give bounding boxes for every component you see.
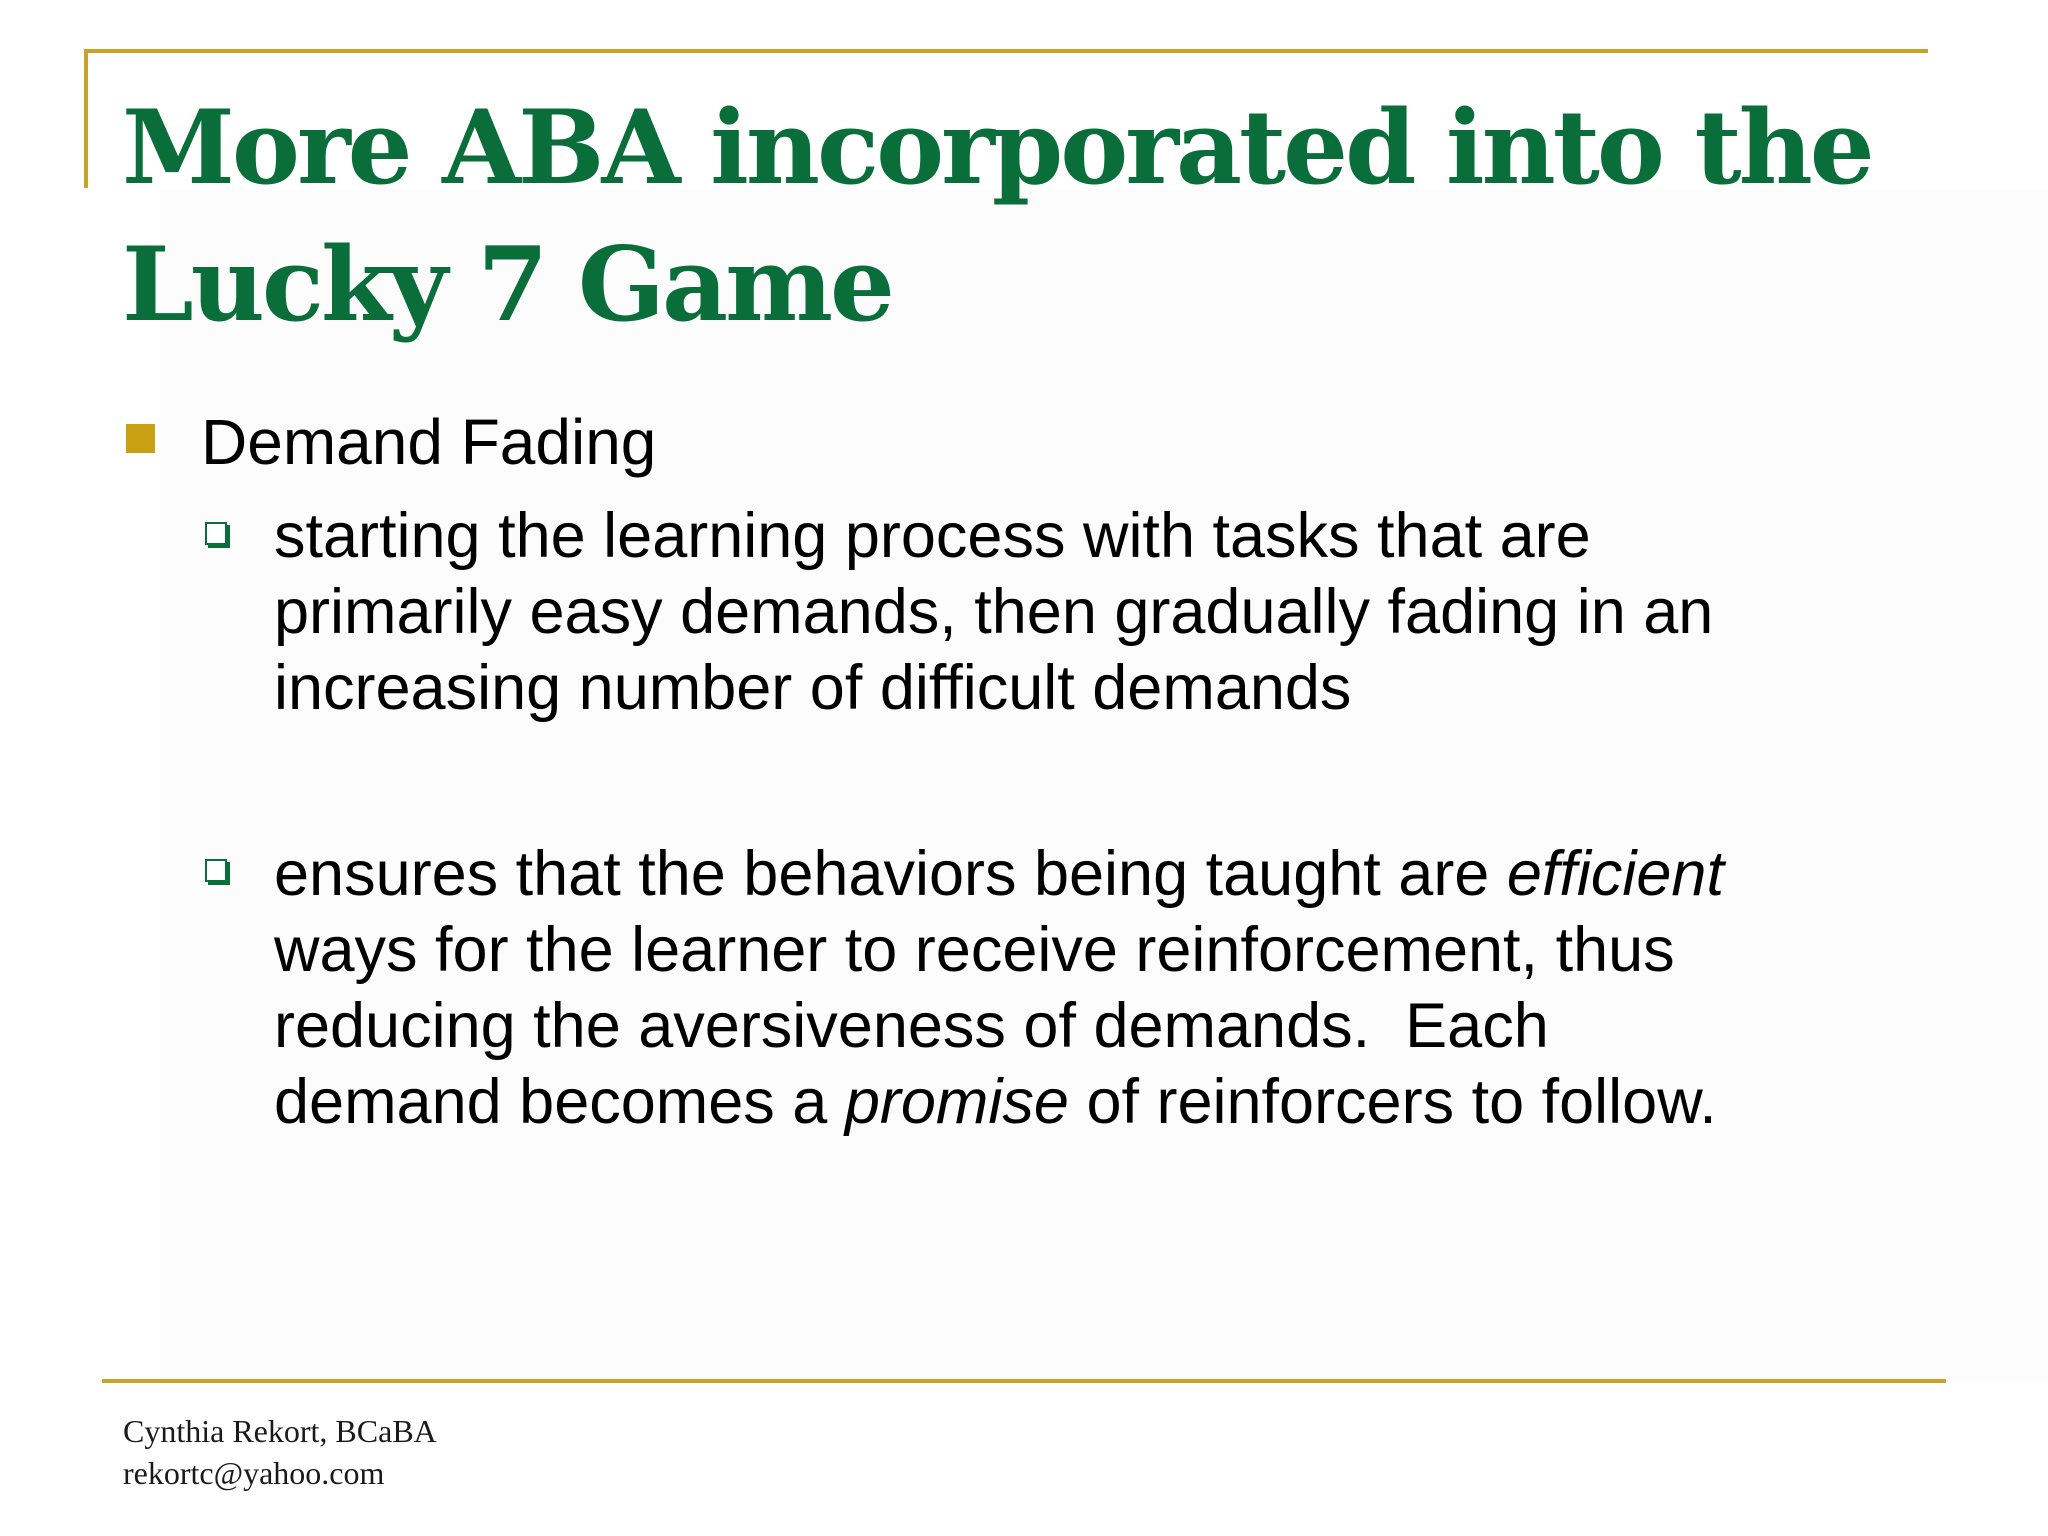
- sub-bullet-2: [274, 836, 1974, 1140]
- sub-bullet-2-line-1-text: ensures that the behaviors being taught are: [274, 839, 1507, 909]
- emphasis-efficient: efficient: [1506, 839, 1724, 909]
- top-rule: [84, 49, 1928, 53]
- title-line-2: Lucky 7 Game: [122, 225, 892, 345]
- sub-bullet-1-line-2: primarily easy demands, then gradually fading in an: [274, 577, 1714, 647]
- footer-author: Cynthia Rekort, BCaBA: [123, 1413, 437, 1449]
- title-line-1: More ABA incorporated into the: [122, 88, 1872, 208]
- slide-title: [122, 80, 1922, 354]
- sub-bullet-2-line-1: [274, 836, 1974, 912]
- emphasis-promise: promise: [844, 1067, 1069, 1137]
- hollow-square-bullet-icon: [205, 859, 227, 882]
- sub-bullet-1-line-1: starting the learning process with tasks that are: [274, 501, 1591, 571]
- content-panel: [160, 190, 2048, 1380]
- sub-bullet-2-line-4-pre: demand becomes a: [274, 1067, 845, 1137]
- sub-bullet-1-line-3: increasing number of difficult demands: [274, 653, 1352, 723]
- bottom-rule: [102, 1379, 1946, 1383]
- footer-email: rekortc@yahoo.com: [123, 1455, 385, 1491]
- footer: [123, 1410, 437, 1494]
- left-rule: [84, 49, 88, 188]
- square-bullet-icon: [126, 424, 155, 453]
- sub-bullet-2-line-4: [274, 1064, 1974, 1140]
- bullet-demand-fading: Demand Fading: [201, 406, 657, 478]
- sub-bullet-1: [274, 498, 1974, 726]
- sub-bullet-2-line-3: reducing the aversiveness of demands. Each: [274, 991, 1549, 1061]
- sub-bullet-2-line-4-post: of reinforcers to follow.: [1068, 1067, 1717, 1137]
- sub-bullet-2-line-2: ways for the learner to receive reinforcement, thus: [274, 915, 1675, 985]
- hollow-square-bullet-icon: [205, 522, 227, 545]
